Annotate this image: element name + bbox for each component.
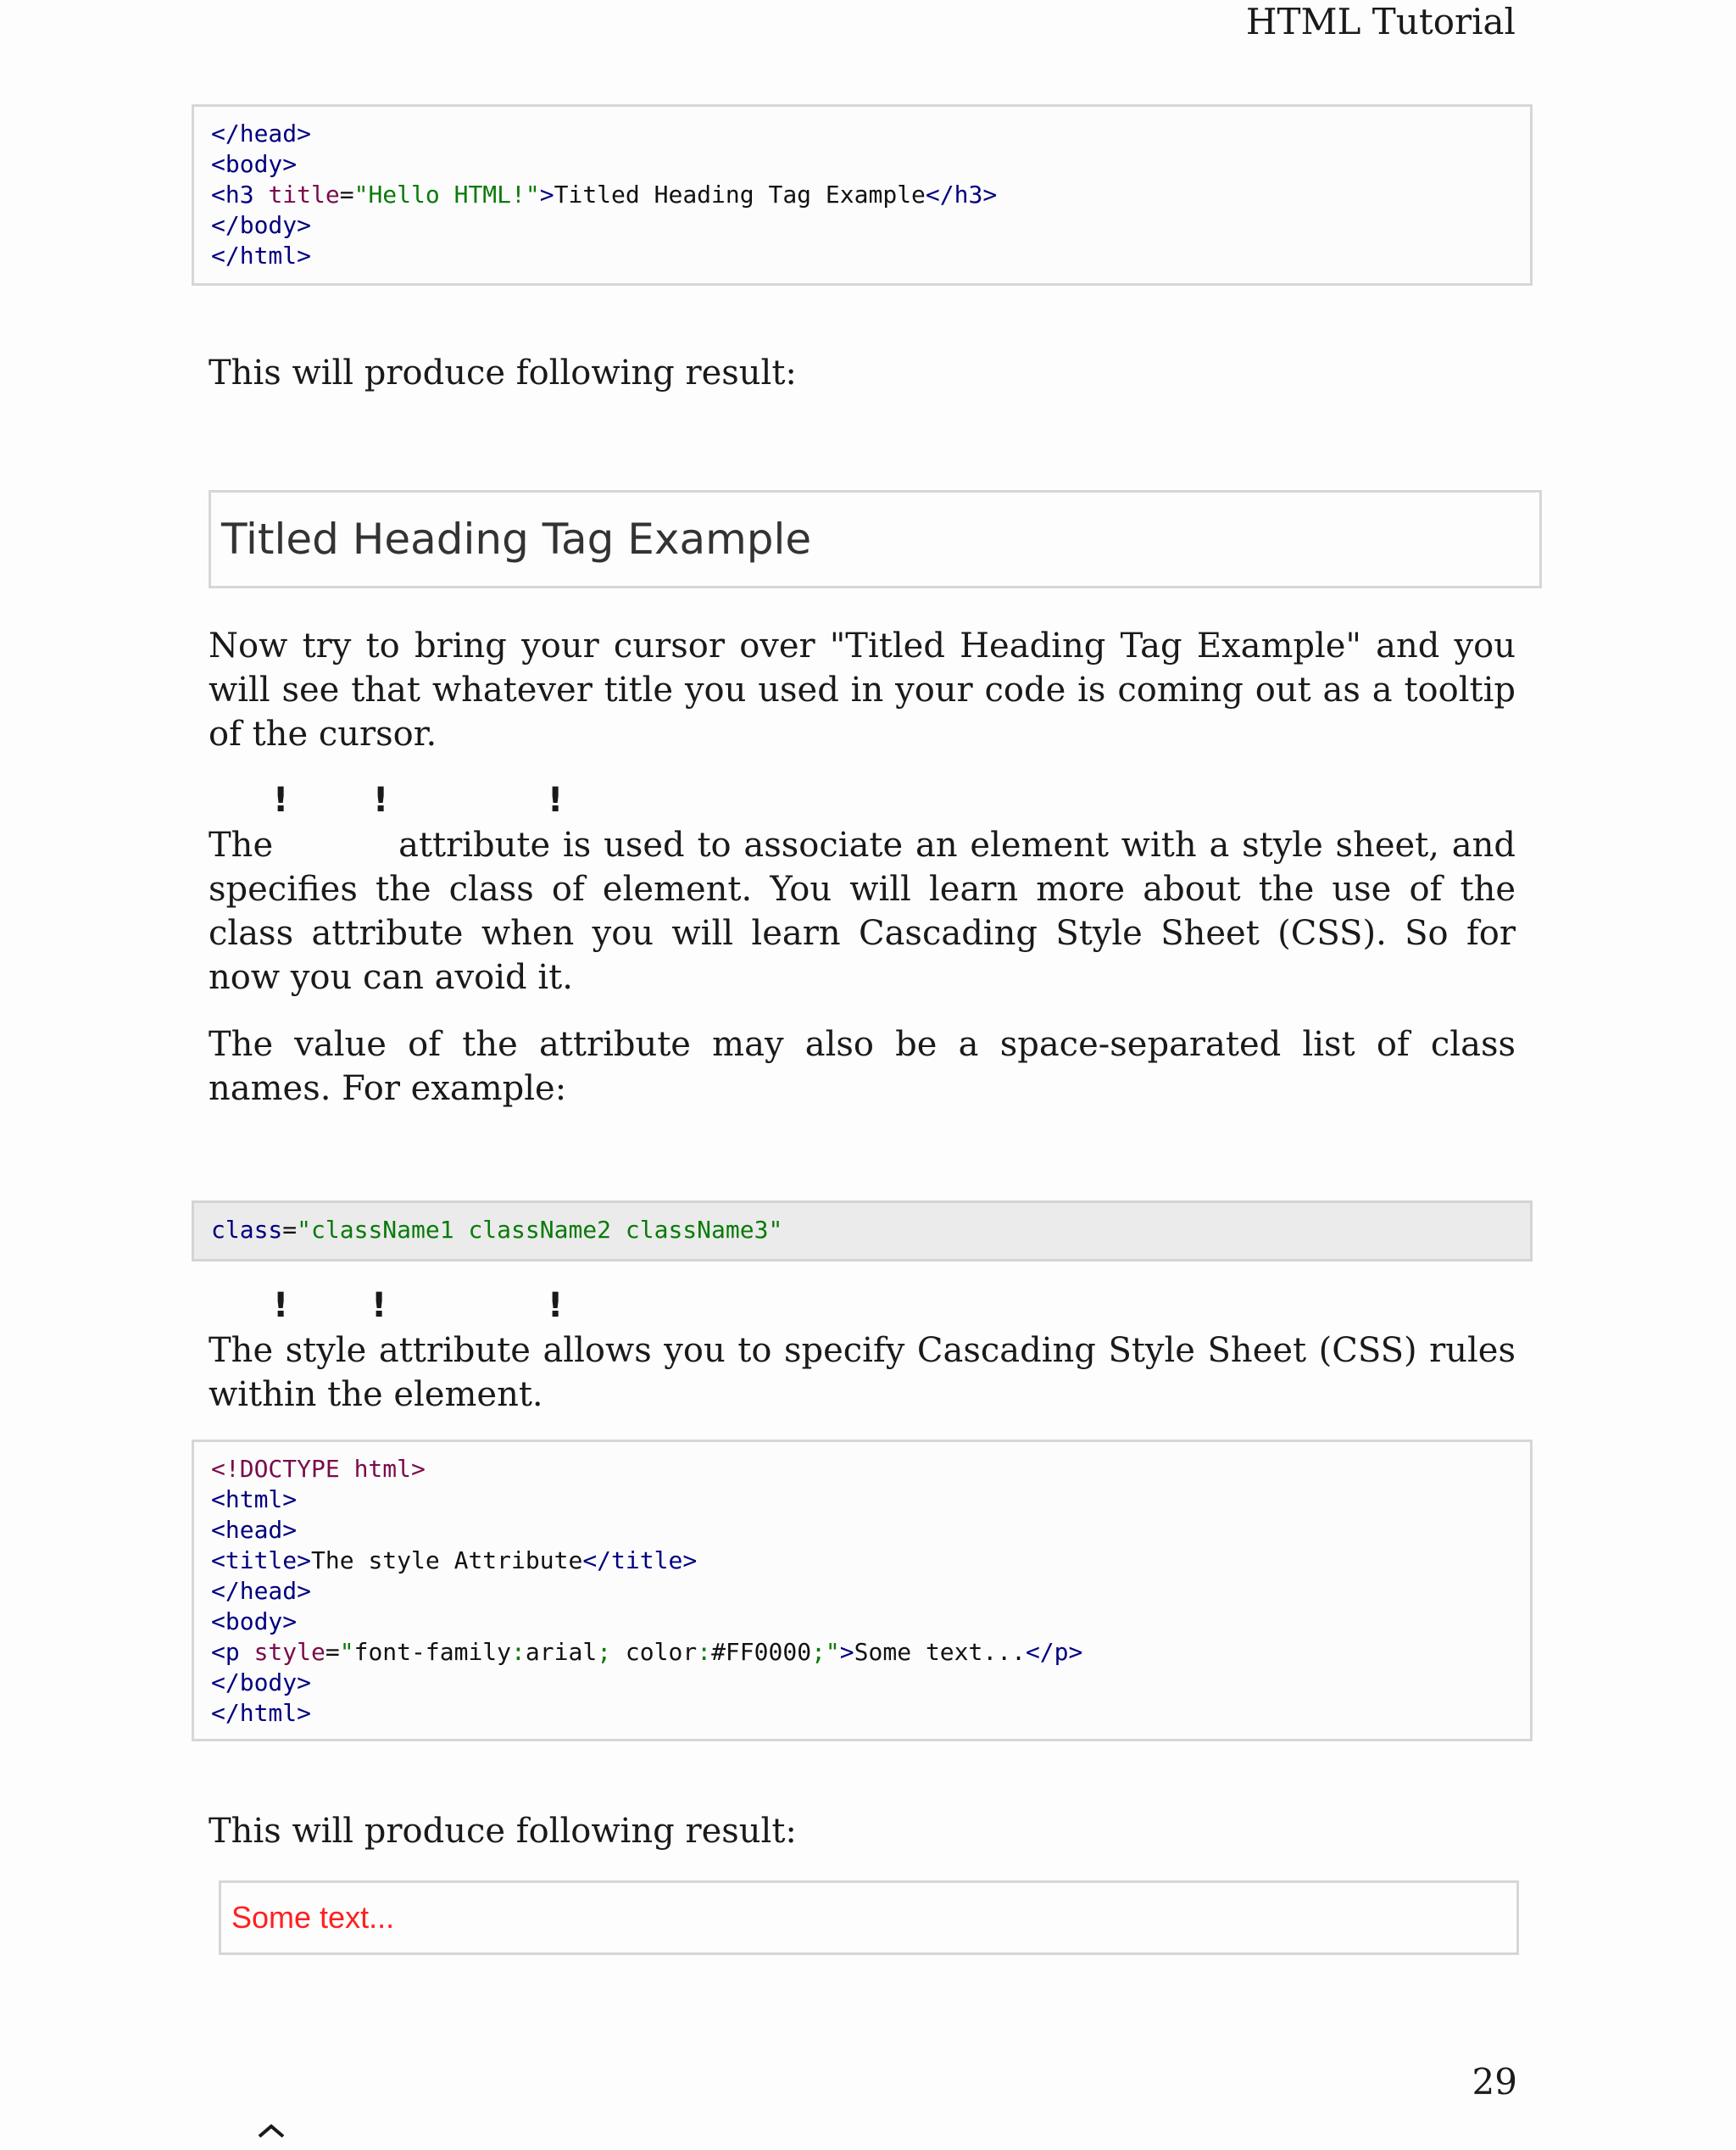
paragraph-class-list: The value of the attribute may also be a space-separated list of class names. For example: [209,1025,1516,1108]
code-line [211,1515,1513,1546]
code-token: color [625,1638,698,1666]
code-token: <h3 [211,181,269,209]
result-preview-2 [219,1880,1519,1955]
code-token: style [253,1638,326,1666]
code-line [211,1607,1513,1637]
code-token: title [268,181,340,209]
result-red-text: Some text... [231,1900,395,1935]
code-token: </html> [211,1699,312,1727]
paragraph-style-attribute: The style attribute allows you to specify Cascading Style Sheet (CSS) rules within the element. [209,1331,1516,1414]
code-token: The style Attribute [311,1546,583,1574]
code-token: </p> [1025,1638,1083,1666]
code-token: Some text... [854,1638,1026,1666]
code-token: </head> [211,1577,312,1605]
code-token: = [339,181,354,209]
code-line [211,149,1513,180]
code-token: = [282,1216,298,1244]
bang-mark: ! [548,781,564,820]
code-line [211,180,1513,210]
code-line [211,1637,1513,1668]
bang-mark: ! [273,1286,289,1325]
result-label-1: This will produce following result: [209,354,797,393]
chevron-up-icon [254,2116,288,2150]
code-token: #FF0000 [711,1638,812,1666]
code-line [211,1215,1513,1245]
code-line [211,1668,1513,1698]
code-token: <body> [211,1607,298,1635]
code-token: </h3> [925,181,998,209]
code-token: ; [597,1638,626,1666]
code-token: </head> [211,120,312,148]
code-line [211,1576,1513,1607]
result-preview-1 [209,490,1542,588]
code-line [211,1454,1513,1484]
code-token: <body> [211,150,298,178]
code-token: > [839,1638,854,1666]
code-line [211,1484,1513,1515]
code-token: <head> [211,1516,298,1544]
code-token: <p [211,1638,254,1666]
code-line [211,210,1513,241]
code-token: </body> [211,1668,312,1696]
code-token: = [325,1638,340,1666]
code-block-2 [192,1200,1533,1262]
result-heading-text: Titled Heading Tag Example [221,515,812,564]
code-token: arial [525,1638,598,1666]
header-title: HTML Tutorial [1245,1,1516,42]
code-block-3 [192,1440,1533,1741]
code-token: Titled Heading Tag Example [554,181,926,209]
code-token: : [511,1638,526,1666]
code-line [211,1546,1513,1576]
code-line [211,241,1513,271]
page-number: 29 [1472,2061,1517,2103]
code-token: : [697,1638,712,1666]
code-token: ;" [811,1638,840,1666]
code-token: <title> [211,1546,312,1574]
code-line [211,119,1513,149]
code-token: class [211,1216,283,1244]
bang-mark: ! [373,781,389,820]
code-token: " [339,1638,354,1666]
code-token: "Hello HTML!" [353,181,540,209]
section-heading-marks-1 [209,780,632,821]
bang-mark: ! [371,1286,387,1325]
code-token: > [539,181,554,209]
code-token: </title> [582,1546,698,1574]
code-token: <html> [211,1485,298,1513]
bang-mark: ! [548,1286,564,1325]
result-label-2: This will produce following result: [209,1812,797,1851]
code-token: font-family [353,1638,512,1666]
code-token: </body> [211,211,312,239]
paragraph-class-attribute: The attribute is used to associate an element with a style sheet, and specifies the class of element. You will learn more about the use of the class attribute when you will learn Cascading Style Sheet (CSS). So for now you can avoid it. [209,826,1527,997]
code-block-1 [192,104,1533,286]
code-line [211,1698,1513,1729]
paragraph-title-tooltip: Now try to bring your cursor over "Titled Heading Tag Example" and you will see that whatever title you used in your code is coming out as a tooltip of the cursor. [209,627,1516,754]
code-token: "className1 className2 className3" [297,1216,783,1244]
code-token: <!DOCTYPE html> [211,1455,426,1483]
code-token: </html> [211,242,312,270]
bang-mark: ! [273,781,289,820]
section-heading-marks-2 [209,1285,632,1326]
